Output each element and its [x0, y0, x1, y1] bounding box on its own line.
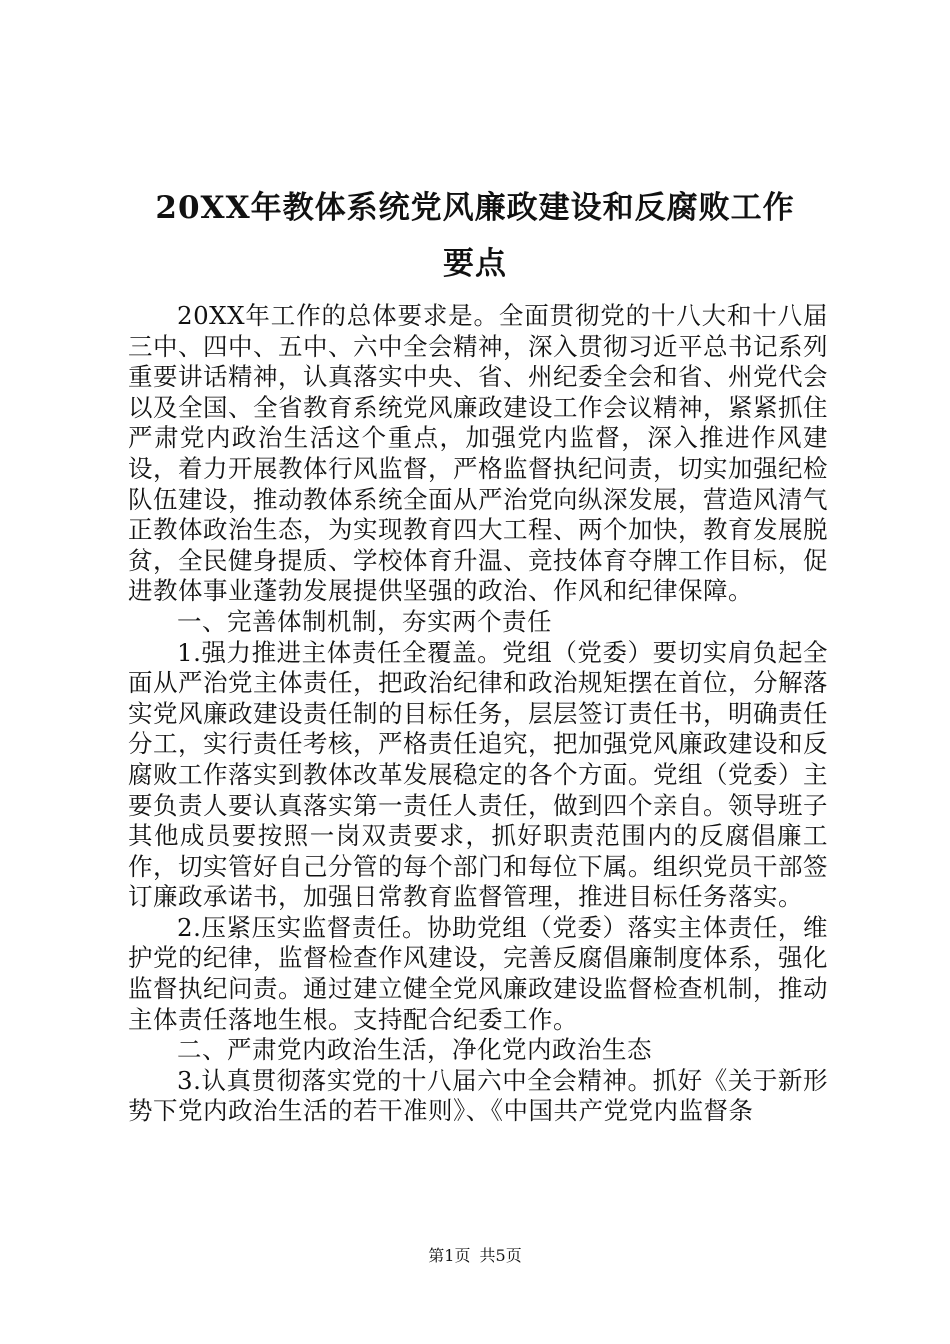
document-body — [128, 301, 828, 1127]
document-title-line-1: 20XX年教体系统党风廉政建设和反腐败工作 — [155, 190, 795, 226]
page-total: 共5页 — [479, 1246, 522, 1265]
page-number: 第1页 — [428, 1246, 471, 1265]
paragraph-item-3: 3.认真贯彻落实党的十八届六中全会精神。抓好《关于新形势下党内政治生活的若干准则》、《中国共产党党内监督条 — [128, 1065, 828, 1126]
section-heading-1: 一、完善体制机制，夯实两个责任 — [177, 606, 552, 636]
paragraph-item-2: 2.压紧压实监督责任。协助党组（党委）落实主体责任，维护党的纪律，监督检查作风建设，完善反腐倡廉制度体系，强化监督执纪问责。通过建立健全党风廉政建设监督检查机制，推动主体责任落地生根。支持配合纪委工作。 — [128, 912, 828, 1034]
document-title-line-2: 要点 — [443, 246, 507, 282]
paragraph-intro: 20XX年工作的总体要求是。全面贯彻党的十八大和十八届三中、四中、五中、六中全会精神，深入贯彻习近平总书记系列重要讲话精神，认真落实中央、省、州纪委全会和省、州党代会以及全国、全省教育系统党风廉政建设工作会议精神，紧紧抓住严肃党内政治生活这个重点，加强党内监督，深入推进作风建设，着力开展教体行风监督，严格监督执纪问责，切实加强纪检队伍建设，推动教体系统全面从严治党向纵深发展，营造风清气正教体政治生态，为实现教育四大工程、两个加快，教育发展脱贫，全民健身提质、学校体育升温、竞技体育夺牌工作目标，促进教体事业蓬勃发展提供坚强的政治、作风和纪律保障。 — [128, 301, 828, 606]
page-footer — [0, 1246, 950, 1266]
section-heading-2: 二、严肃党内政治生活，净化党内政治生态 — [177, 1035, 652, 1065]
paragraph-item-1: 1.强力推进主体责任全覆盖。党组（党委）要切实肩负起全面从严治党主体责任，把政治纪律和政治规矩摆在首位，分解落实党风廉政建设责任制的目标任务，层层签订责任书，明确责任分工，实行责任考核，严格责任追究，把加强党风廉政建设和反腐败工作落实到教体改革发展稳定的各个方面。党组（党委）主要负责人要认真落实第一责任人责任，做到四个亲自。领导班子其他成员要按照一岗双责要求，抓好职责范围内的反腐倡廉工作，切实管好自己分管的每个部门和每位下属。组织党员干部签订廉政承诺书，加强日常教育监督管理，推进目标任务落实。 — [128, 637, 828, 912]
